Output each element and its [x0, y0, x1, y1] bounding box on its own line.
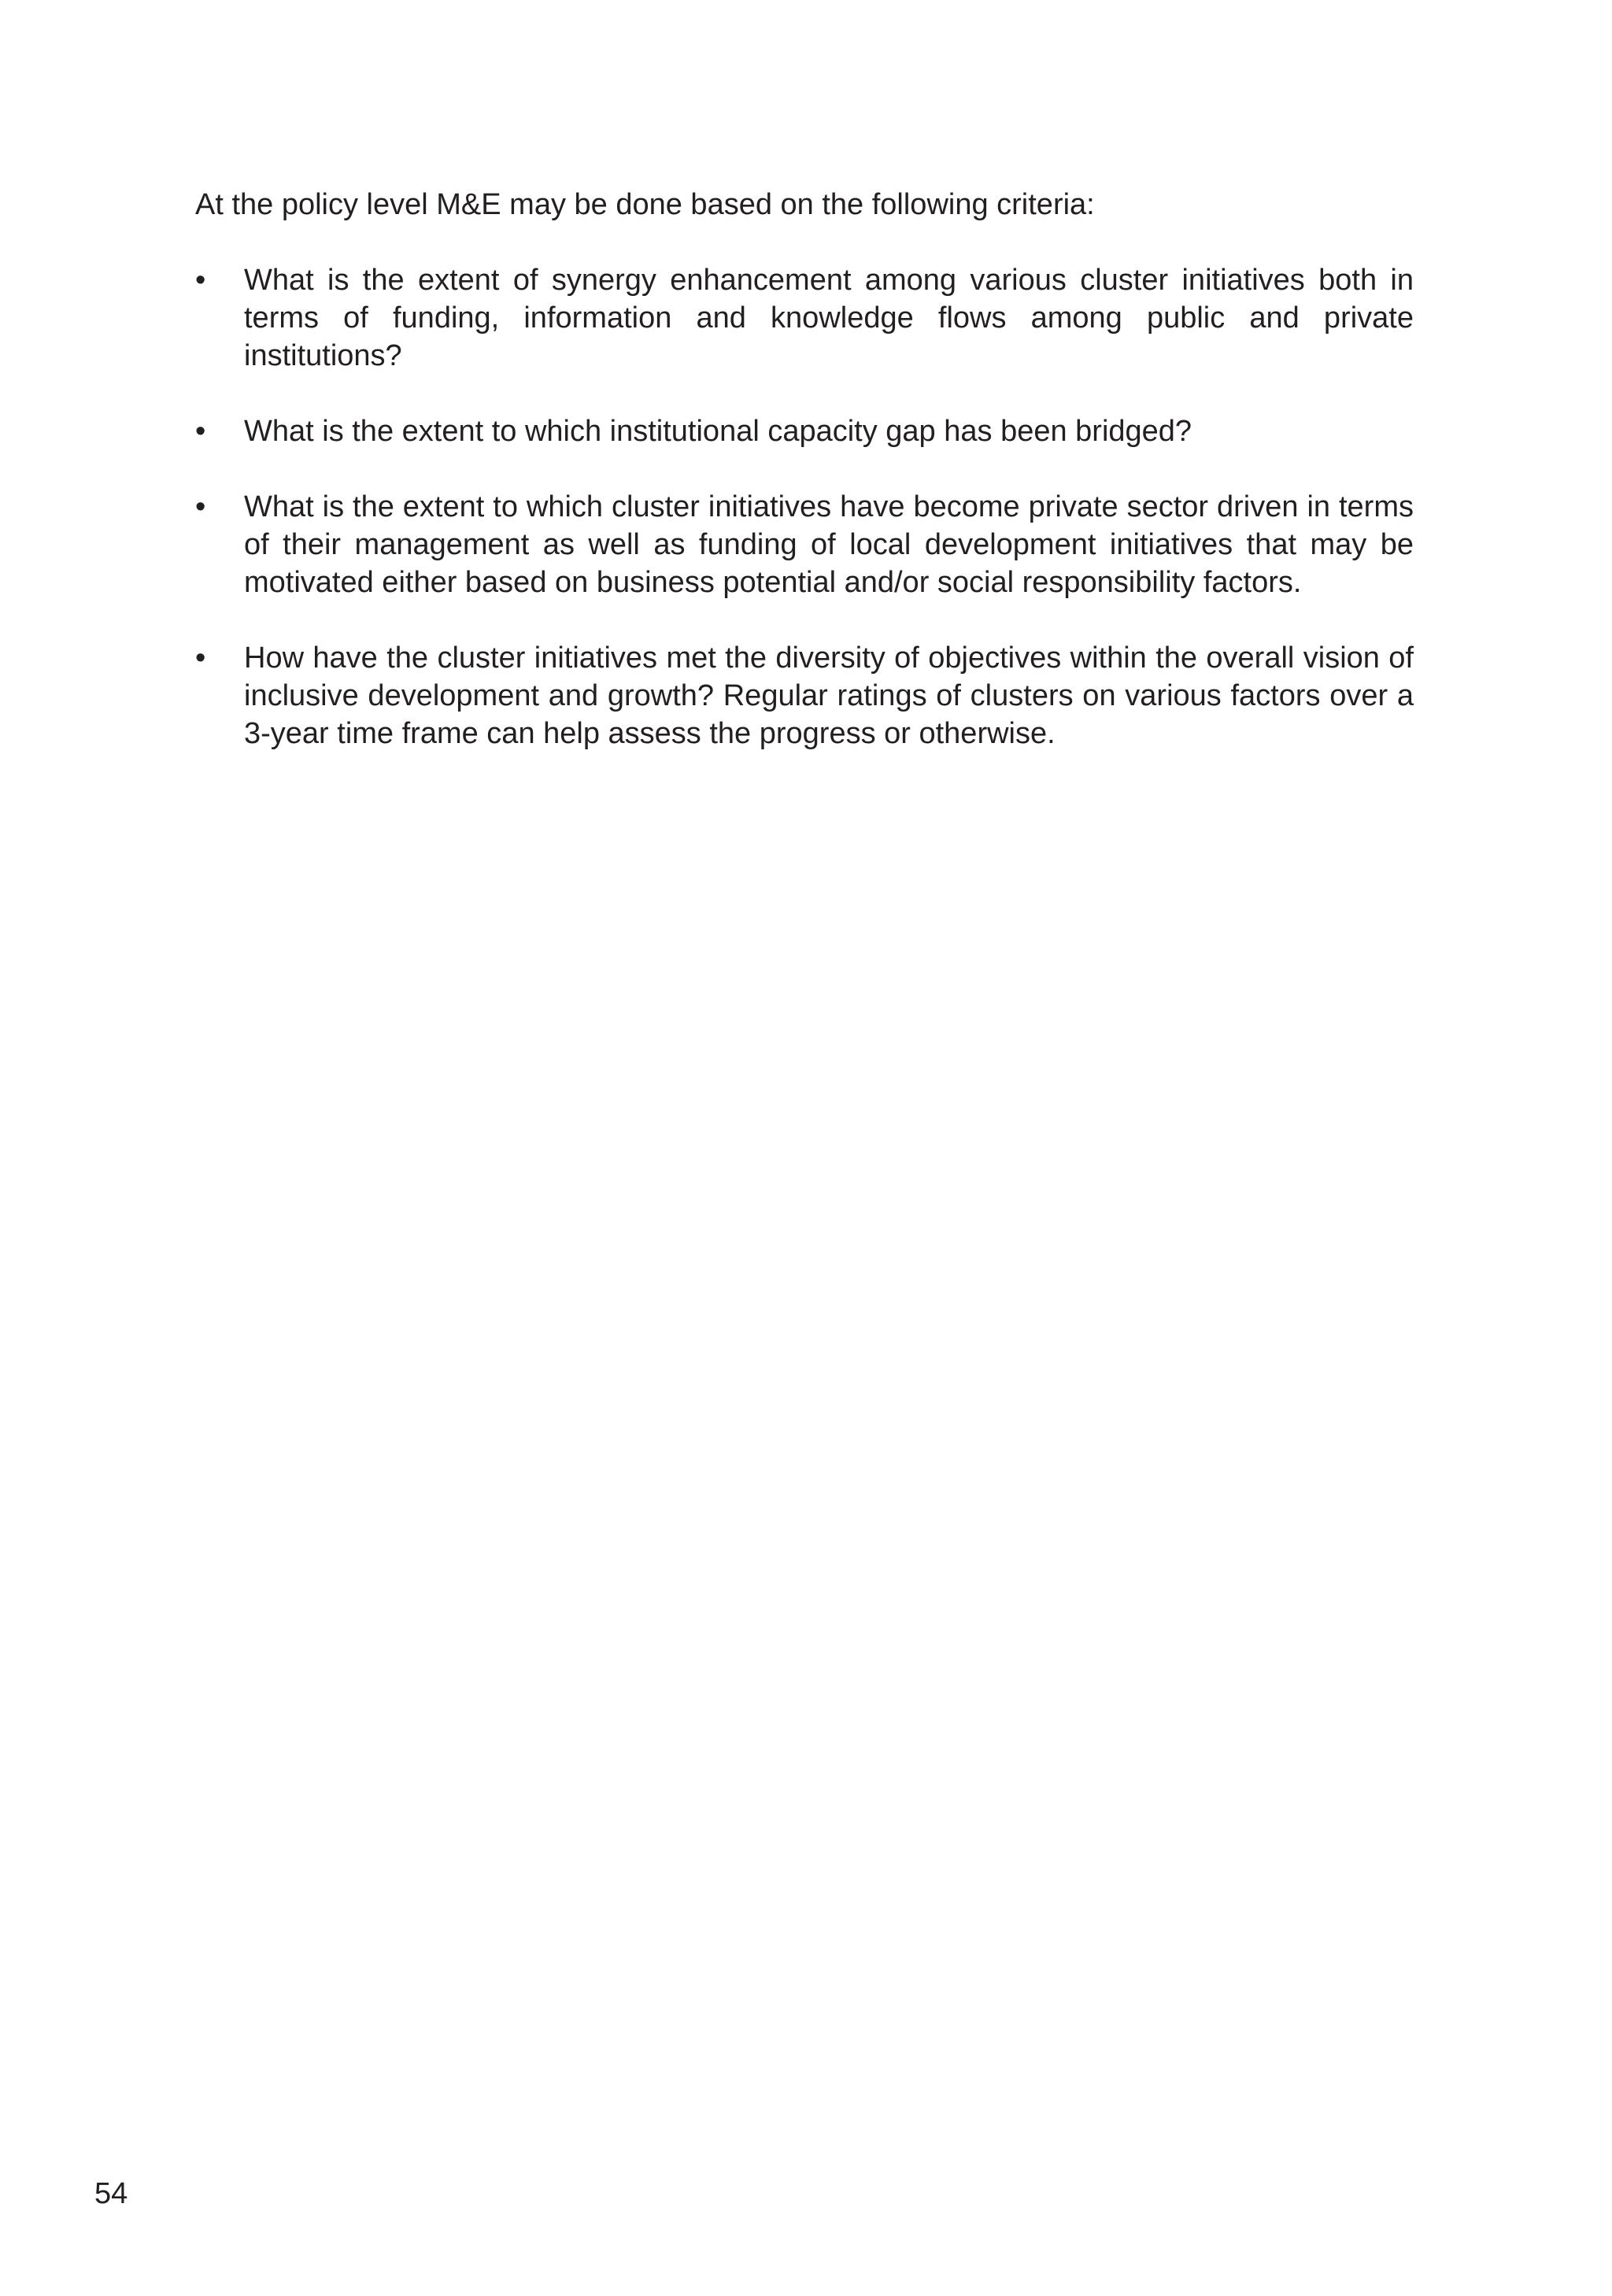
list-item	[195, 488, 1414, 601]
list-item	[195, 261, 1414, 375]
bullet-icon: •	[195, 264, 206, 297]
criteria-list	[195, 261, 1414, 752]
list-item	[195, 639, 1414, 752]
intro-paragraph: At the policy level M&E may be done based on the following criteria:	[195, 188, 1095, 221]
list-item-text: What is the extent to which cluster initiatives have become private sector driven in terms of their management as well as funding of local development initiatives that may be motivated either based on business potential and/or social responsibility factors.	[244, 490, 1414, 599]
bullet-icon: •	[195, 490, 206, 523]
page-number: 54	[94, 2177, 128, 2210]
body-text	[195, 186, 1414, 790]
list-item	[195, 412, 1414, 450]
bullet-icon: •	[195, 415, 206, 448]
list-item-text: What is the extent of synergy enhancement among various cluster initiatives both in terms of funding, information and knowledge flows among public and private institutions?	[244, 264, 1414, 372]
list-item-text: How have the cluster initiatives met the diversity of objectives within the overall vision of inclusive development and growth? Regular ratings of clusters on various factors over a 3-year time frame can help assess the progress or otherwise.	[244, 641, 1414, 750]
bullet-icon: •	[195, 641, 206, 675]
list-item-text: What is the extent to which institutional capacity gap has been bridged?	[244, 415, 1192, 448]
